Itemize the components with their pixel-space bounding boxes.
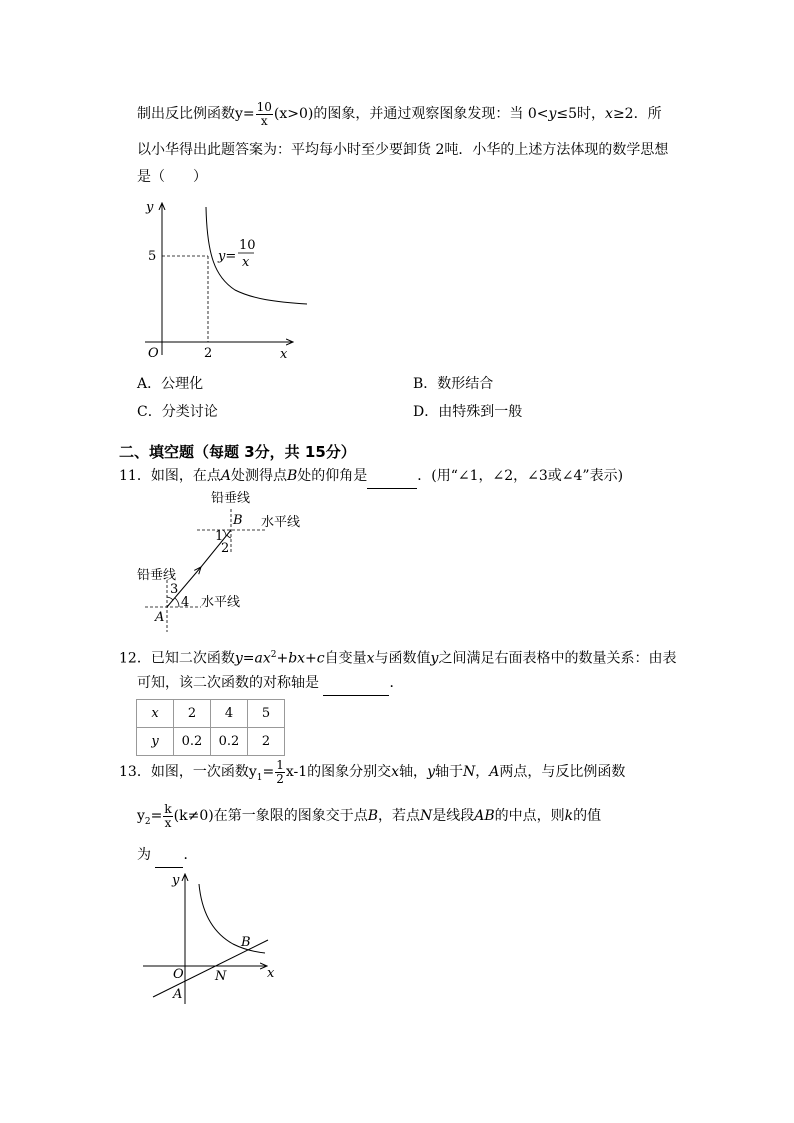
q12-line2: 可知，该二次函数的对称轴是 ． [137,673,403,696]
q13-answer-blank[interactable] [155,847,183,868]
q10-tick-5: 5 [148,249,157,264]
table-cell: 4 [211,700,248,728]
q12-answer-blank[interactable] [323,675,389,696]
q11-angle-3: 3 [170,582,179,597]
q11-horiz-top-label: 水平线 [261,515,301,530]
q11-arc-1 [223,530,226,536]
q13-graph [135,868,285,1008]
table-cell: 0.2 [211,728,248,756]
q11-angle-2: 2 [221,541,230,556]
q10-y-label: y [146,200,154,215]
q11-angle-1: 1 [215,529,224,544]
q11-plumb-top-label: 铅垂线 [211,491,251,506]
q13-fraction-half: $\frac{1}{2}$ [276,757,284,786]
table-cell: y [137,728,174,756]
table-cell: 2 [248,728,285,756]
q11-figure [135,487,320,637]
q11-text: 11．如图，在点A处测得点B处的仰角是 ．(用“∠1，∠2，∠3或∠4”表示) [119,466,623,489]
q11-point-b: B [233,513,243,528]
q12-line1: 12．已知二次函数$y=ax^2+bx+c$自变量x与函数值y之间满足右面表格中的数量关系：由表 [119,650,677,667]
q11-arc-3 [167,597,173,600]
q10-curve-num: 10 [239,238,256,253]
q13-line3: 为 ． [137,845,197,868]
table-cell: 5 [248,700,285,728]
table-cell: 0.2 [174,728,211,756]
q13-origin: O [173,967,184,982]
q10-line2: 以小华得出此题答案为：平均每小时至少要卸货 2吨．小华的上述方法体现的数学思想 [137,142,669,158]
q13-hyperbola [199,884,265,953]
q10-x-label: x [280,347,288,362]
q10-fraction: $\frac{10}{x}$ [256,99,272,128]
q10-line1: 制出反比例函数y= $\frac{10}{x}$ (x>0)的图象，并通过观察图象发现：当 0<y≤5时，x≥2．所 [137,99,662,128]
q11-arc-4 [175,598,179,607]
q10-option-d[interactable]: D．由特殊到一般 [413,404,523,420]
q13-fraction-k: $\frac{k}{x}$ [164,801,172,830]
q11-arc-2 [227,535,231,538]
q10-origin: O [148,346,159,361]
q10-option-b[interactable]: B．数形结合 [413,376,494,392]
table-cell: 2 [174,700,211,728]
q11-horiz-bottom-label: 水平线 [201,595,241,610]
q10-curve-den: x [242,255,250,270]
section2-title: 二、填空题（每题 3分，共 15分） [119,443,356,461]
q13-point-a: A [173,987,183,1002]
table-row [137,700,285,728]
q10-option-c[interactable]: C．分类讨论 [137,404,218,420]
q12-value-table [136,699,285,756]
q13-point-b: B [241,935,251,950]
q11-point-a: A [155,610,165,625]
table-row [137,728,285,756]
q11-angle-4: 4 [181,595,190,610]
q10-line3: 是（ ） [137,169,207,185]
q10-tick-2: 2 [204,346,213,361]
q13-line1: 13．如图，一次函数$y_1=$ $\frac{1}{2}$ x-1的图象分别交x轴，y轴于N，A两点，与反比例函数 [119,757,626,786]
q13-x-label: x [267,966,275,981]
q11-answer-blank[interactable] [367,468,417,489]
q13-y-label: y [172,873,180,888]
table-cell: x [137,700,174,728]
q10-option-a[interactable]: A．公理化 [137,376,204,392]
q11-plumb-bottom-label: 铅垂线 [137,568,177,583]
q10-graph [135,195,315,365]
q13-line [153,940,268,997]
q13-line2: $y_2=$ $\frac{k}{x}$ (k≠0)在第一象限的图象交于点B，若点N是线段AB的中点，则k的值 [137,801,602,830]
q10-curve-label: y= [218,249,237,264]
q13-point-n: N [215,969,227,984]
